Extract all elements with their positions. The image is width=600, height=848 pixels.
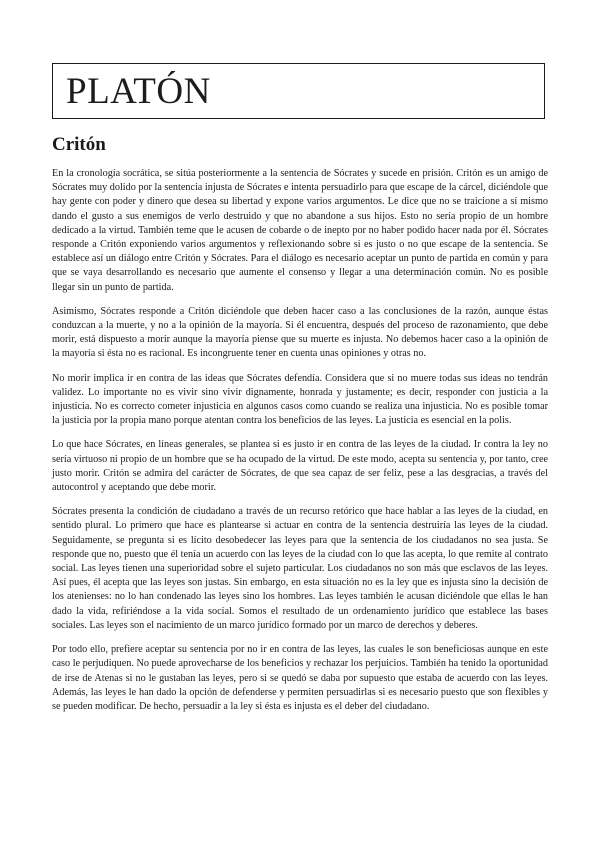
paragraph-1: En la cronología socrática, se sitúa posteriormente a la sentencia de Sócrates y sucede en prisión. Critón es un amigo de Sócrates muy dolido por la sentencia injusta de Sócrates e intenta persuadirlo para que escape de la cárcel, diciéndole que hay gente con poder y dinero que desea su libertad y expone varios argumentos. Le dice que no se traicione a sí mismo dando el gusto a sus enemigos de verlo destruido y que no abandone a sus hijos. Esto no sería propio de un hombre dedicado a la virtud. También teme que le acusen de cobarde o de inepto por no haber podido hacer nada por él. Sócrates responde a Critón exponiendo varios argumentos y reflexionando sobre si es justo o no que escape de la sentencia. Se establece así un diálogo entre Critón y Sócrates. Para el diálogo es necesario aceptar un punto de partida en común y para que se vaya desarrollando es necesario que aumente el consenso y llegar a una determinación común. No es posible llegar sin un punto de partida. xyxy=(52,168,548,293)
title-box xyxy=(52,63,545,119)
body-text xyxy=(52,167,548,724)
paragraph-3: No morir implica ir en contra de las ideas que Sócrates defendía. Considera que si no muere todas sus ideas no tendrán validez. Lo importante no es vivir sino vivir dignamente, honrada y justamente; es decir, responder con justicia a la injusticia. No es correcto cometer injusticia en algunos casos como cuando se realiza una injusticia. No es posible tomar la justicia por la propia mano porque atentan contra los beneficios de las leyes. La justicia es esencial en la polis. xyxy=(52,372,548,427)
paragraph-2: Asimismo, Sócrates responde a Critón diciéndole que deben hacer caso a las conclusiones de la razón, aunque éstas conduzcan a la muerte, y no a la opinión de la mayoría. Si él encuentra, después del proceso de razonamiento, que debe morir, está dispuesto a morir aunque la mayoría piense que su muerte es injusta. No debemos hacer caso a la opinión de la mayoría si ésta no es racional. Es incongruente tener en cuenta unas opiniones y otras no. xyxy=(52,305,548,360)
paragraph-6: Por todo ello, prefiere aceptar su sentencia por no ir en contra de las leyes, las cuales le son beneficiosas aunque en este caso le perjudiquen. No puede aprovecharse de los beneficios y rechazar los perjuicios. También ha tenido la oportunidad de irse de Atenas si no le gustaban las leyes, pero si se quedó se daba por supuesto que estaba de acuerdo con las leyes. Además, las leyes le han dado la opción de defenderse y permiten persuadirlas si es necesario puesto que son flexibles y se pueden modificar. De hecho, persuadir a la ley si ésta es injusta es el deber del ciudadano. xyxy=(52,644,548,712)
paragraph-4: Lo que hace Sócrates, en líneas generales, se plantea si es justo ir en contra de las leyes de la ciudad. Ir contra la ley no sería virtuoso ni propio de un hombre que se ha ocupado de la virtud. De este modo, acepta su sentencia y, por tanto, cree justo morir. Critón se admira del carácter de Sócrates, de que sea capaz de ser feliz, pese a las desgracias, a través del autocontrol y aceptando que debe morir. xyxy=(52,439,548,494)
section-heading: Critón xyxy=(52,134,106,155)
paragraph-5: Sócrates presenta la condición de ciudadano a través de un recurso retórico que hace hablar a las leyes de la ciudad, en sentido plural. Lo primero que hace es plantearse si actuar en contra de la sentencia destruiría las leyes de la ciudad. Seguidamente, se pregunta si es lícito desobedecer las leyes para que la sentencia de los ciudadanos no sea justa. Se responde que no, puesto que él tenía un acuerdo con las leyes de la ciudad con lo que las acepta, lo que remite al contrato social. Las leyes tienen una superioridad sobre el sujeto particular. Los ciudadanos no son más que esclavos de las leyes. Así pues, él acepta que las leyes son justas. Sin embargo, en esta situación no es la ley que es injusta sino la decisión de los atenienses: no lo han condenado las leyes sino los hombres. Las leyes también le acusan diciéndole que ellas le han dado la vida, refiriéndose a la vida social. Somos el resultado de un ordenamiento jurídico que establece las bases sociales. Las leyes son el nacimiento de un marco jurídico formado por un marco de derechos y deberes. xyxy=(52,506,548,631)
page-title: PLATÓN xyxy=(66,71,211,112)
